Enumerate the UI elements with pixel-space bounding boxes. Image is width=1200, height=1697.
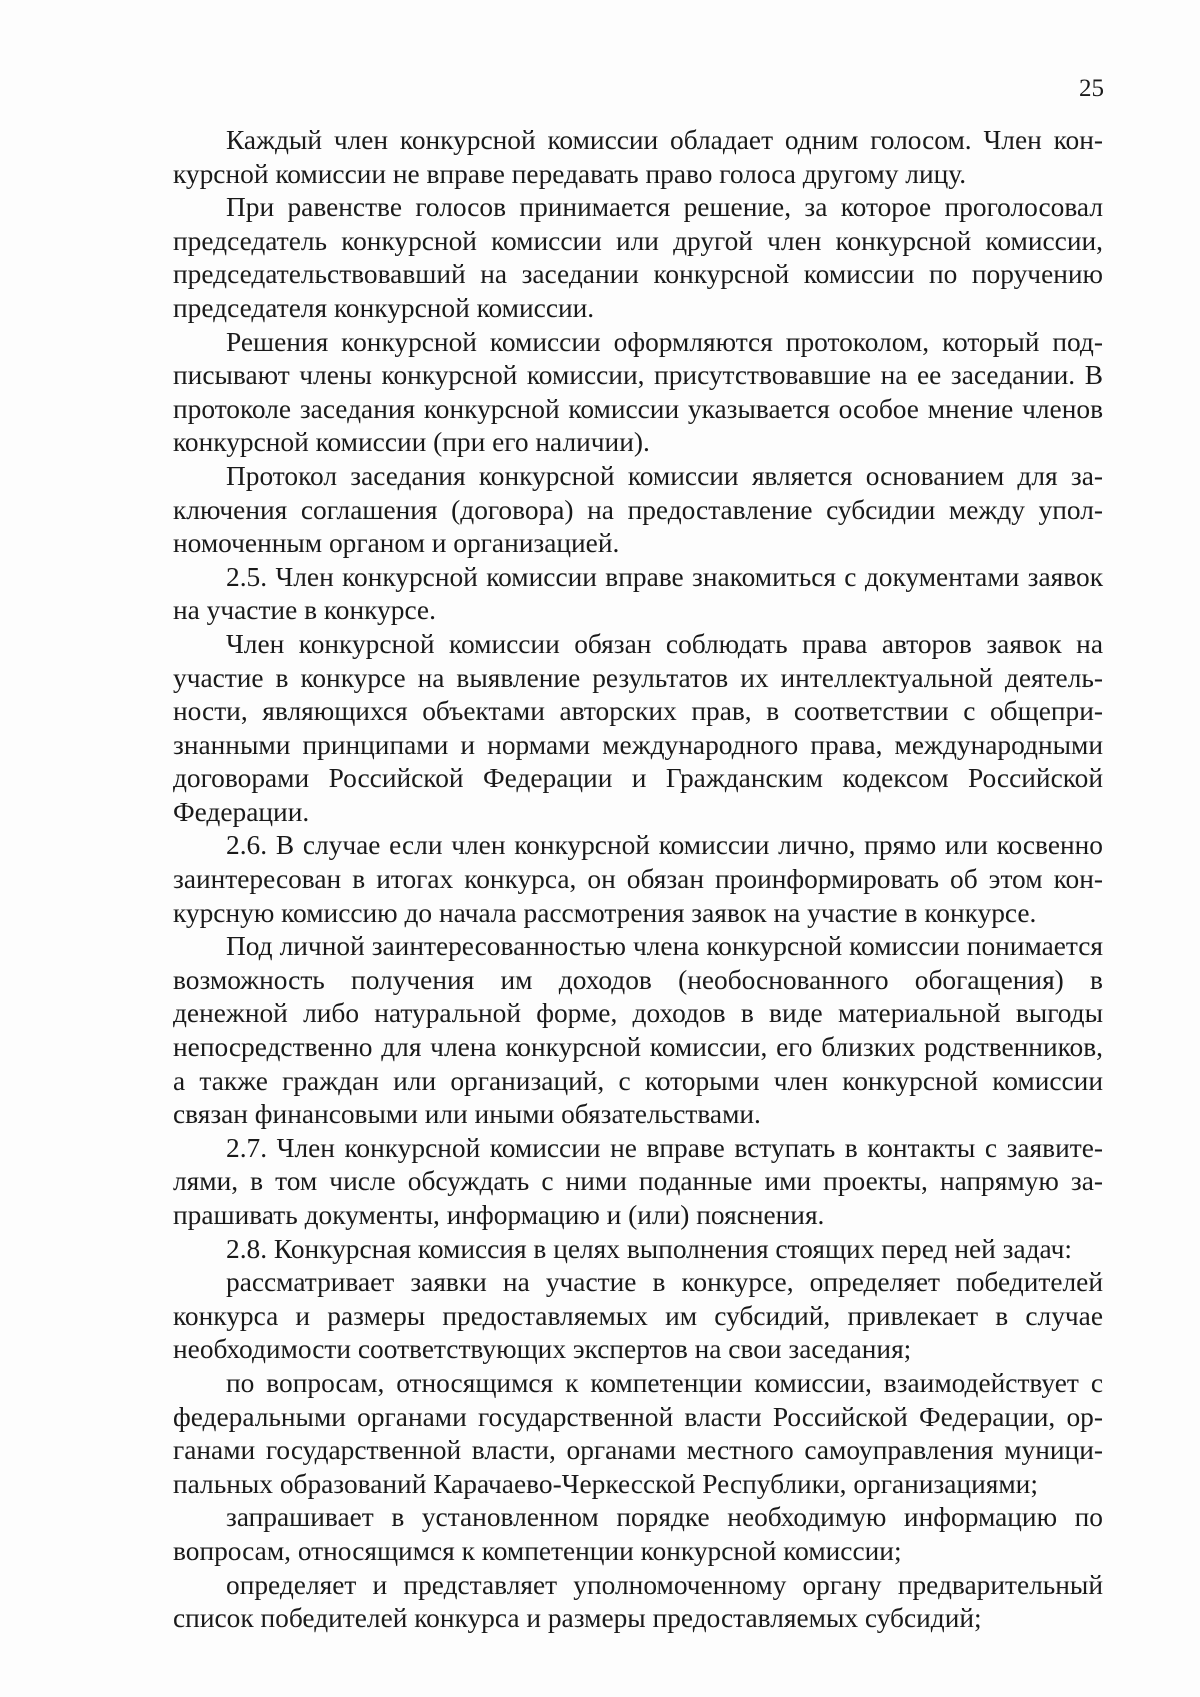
paragraph: 2.7. Член конкурсной комиссии не вправе вступать в контакты с заявителями, в том числе обсуждать с ними поданные ими проекты, напрямую запрашивать документы, информацию и (или) пояснения. — [173, 1132, 1103, 1230]
paragraph: рассматривает заявки на участие в конкурсе, определяет победителей конкурса и размеры предоставляемых им субсидий, привлекает в случае необходимости соответствующих экспертов на свои заседания; — [173, 1267, 1103, 1365]
paragraph: Член конкурсной комиссии обязан соблюдать права авторов заявок на участие в конкурсе на выявление результатов их интеллектуальной деятельности, являющихся объектами авторских прав, в соответствии с общепризнанными принципами и нормами международного права, международными договорами Российской Федерации и Гражданским кодексом Российской Федерации. — [173, 628, 1103, 827]
paragraph: Решения конкурсной комиссии оформляются протоколом, который подписывают члены конкурсной комиссии, присутствовавшие на ее заседании. В протоколе заседания конкурсной комиссии указывается особое мнение членов конкурсной комиссии (при его наличии). — [173, 326, 1103, 458]
paragraph: 2.8. Конкурсная комиссия в целях выполнения стоящих перед ней задач: — [226, 1233, 1073, 1264]
page-number: 25 — [1079, 75, 1104, 102]
paragraph: по вопросам, относящимся к компетенции комиссии, взаимодействует с федеральными органами государственной власти Российской Федерации, органами государственной власти, органами местного самоуправления муниципальных образований Карачаево-Черкесской Республики, организациями; — [173, 1367, 1103, 1499]
paragraph: Протокол заседания конкурсной комиссии является основанием для заключения соглашения (договора) на предоставление субсидии между уполномоченным органом и организацией. — [173, 460, 1103, 559]
paragraph: При равенстве голосов принимается решение, за которое проголосовал председатель конкурсной комиссии или другой член конкурсной комиссии, председательствовавший на заседании конкурсной комиссии по поручению председателя конкурсной комиссии. — [173, 192, 1103, 323]
paragraph: Под личной заинтересованностью члена конкурсной комиссии понимается возможность получения им доходов (необоснованного обогащения) в денежной либо натуральной форме, доходов в виде материальной выгоды непосредственно для члена конкурсной комиссии, его близких родственников, а также граждан или организаций, с которыми член конкурсной комиссии связан финансовыми или иными обязательствами. — [173, 931, 1103, 1130]
paragraph: Каждый член конкурсной комиссии обладает одним голосом. Член конкурсной комиссии не вправе передавать право голоса другому лицу. — [173, 125, 1103, 189]
paragraph: запрашивает в установленном порядке необходимую информацию по вопросам, относящимся к компетенции конкурсной комиссии; — [173, 1502, 1103, 1566]
paragraph: 2.5. Член конкурсной комиссии вправе знакомиться с документами заявок на участие в конкурсе. — [173, 561, 1103, 626]
body-text — [173, 124, 1103, 1636]
paragraph: определяет и представляет уполномоченному органу предварительный список победителей конкурса и размеры предоставляемых субсидий; — [173, 1569, 1103, 1634]
paragraph: 2.6. В случае если член конкурсной комиссии лично, прямо или косвенно заинтересован в итогах конкурса, он обязан проинформировать об этом конкурсную комиссию до начала рассмотрения заявок на участие в конкурсе. — [173, 830, 1103, 928]
